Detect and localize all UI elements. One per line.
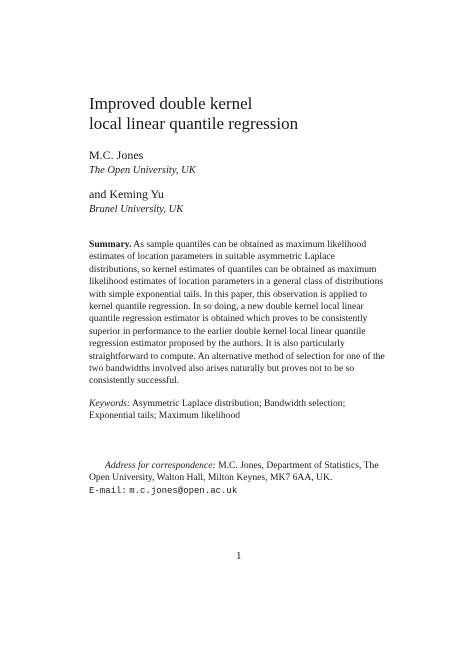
paper-title (89, 94, 389, 134)
keywords-label: Keywords: (89, 397, 131, 409)
abstract-block (89, 239, 385, 423)
title-line-2: local linear quantile regression (89, 114, 299, 133)
correspondence-text: M.C. Jones, Department of Statistics, The Open University, Walton Hall, Milton Keynes, MK7 6AA, UK. (89, 460, 379, 484)
author-2-name: and Keming Yu (89, 187, 164, 201)
title-line-1: Improved double kernel (89, 94, 253, 113)
keywords-paragraph (89, 398, 385, 423)
keywords-text: Asymmetric Laplace distribution; Bandwidth selection; Exponential tails; Maximum likelihood (89, 397, 346, 422)
summary-text: As sample quantiles can be obtained as maximum likelihood estimates of location parameters in suitable asymmetric Laplace distributions, so kernel estimates of quantiles can be obtained as maximum likelihood estimates of location parameters in a general class of distributions with simple exponential tails. In this paper, this observation is applied to kernel quantile regression. In so doing, a new double kernel local linear quantile regression estimator is obtained which proves to be consistently superior in performance to the earlier double kernel local linear quantile regression estimator proposed by the authors. It is also particularly straightforward to compute. An alternative method of selection for one of the two bandwidths involved also arises naturally but proves not to be so consistently successful. (89, 239, 385, 387)
correspondence-label: Address for correspondence: (105, 460, 216, 471)
summary-paragraph (89, 239, 385, 388)
page-number: 1 (236, 550, 242, 562)
summary-label: Summary. (89, 239, 132, 250)
author-1-affiliation: The Open University, UK (89, 165, 196, 176)
correspondence-block (89, 460, 385, 497)
email-line (89, 485, 385, 497)
author-1-name: M.C. Jones (89, 148, 144, 162)
email-label: E-mail: (89, 485, 127, 496)
author-2-affiliation: Brunel University, UK (89, 204, 184, 215)
email-address[interactable]: m.c.jones@open.ac.uk (129, 485, 238, 496)
correspondence-paragraph (89, 460, 385, 485)
